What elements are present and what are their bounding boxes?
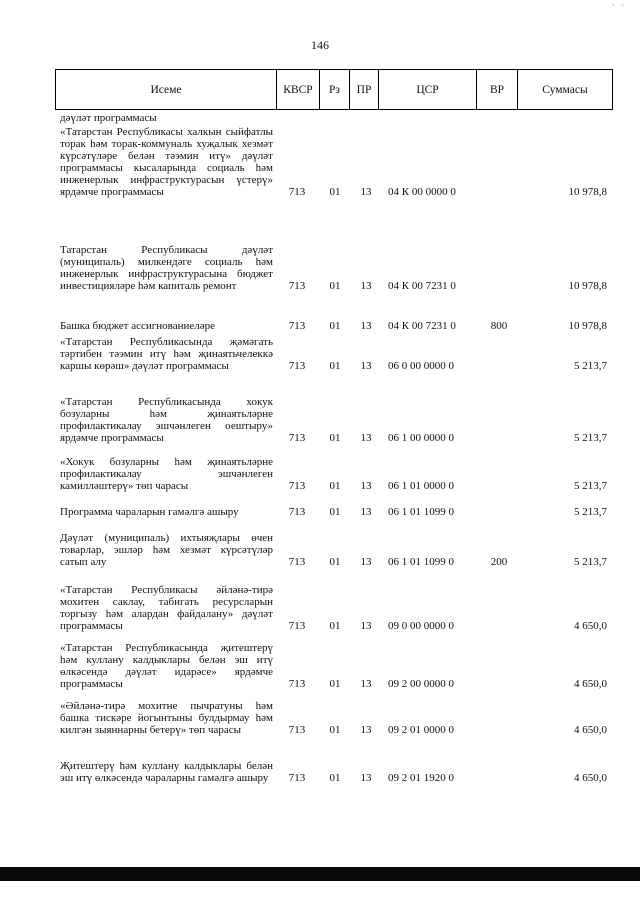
table-row [0, 506, 640, 518]
row-name: «Татарстан Республикасы халкын сыйфатлы торак һәм торак-коммуналь хуҗалык хезмәт күрсәтүләре белән тәэмин итү» дәүләт программасы кысаларында социаль һәм инженерлык инфраструктурасын үстерү» ярдәмче программасы [60, 126, 273, 198]
row-pr: 13 [360, 506, 372, 518]
row-sum: 5 213,7 [574, 480, 607, 492]
row-name: «Татарстан Республикасында җәмәгать тәртибен тәэмин итү һәм җинаятьчелеккә каршы көрәш» дәүләт программасы [60, 336, 273, 372]
row-kvsr: 713 [288, 772, 306, 784]
table-row [0, 760, 640, 784]
row-name: «Әйләнә-тирә мохитне пычратуны һәм башка тискәре йогынтыны булдырмау һәм килгән зыяннарны бетерү» төп чарасы [60, 700, 273, 736]
table-row [0, 642, 640, 690]
row-rz: 01 [329, 280, 341, 292]
row-sum: 4 650,0 [574, 620, 607, 632]
header-sum: Суммасы [518, 70, 613, 110]
table-row [0, 126, 640, 198]
table-row [0, 336, 640, 372]
row-rz: 01 [329, 360, 341, 372]
row-csr: 09 2 00 0000 0 [388, 678, 454, 690]
row-pr: 13 [360, 772, 372, 784]
row-rz: 01 [329, 320, 341, 332]
header-csr: ЦСР [379, 70, 477, 110]
row-vr: 800 [490, 320, 508, 332]
header-kvsr: КВСР [277, 70, 320, 110]
row-sum: 4 650,0 [574, 678, 607, 690]
row-csr: 04 К 00 7231 0 [388, 320, 456, 332]
row-sum: 5 213,7 [574, 360, 607, 372]
row-csr: 04 К 00 0000 0 [388, 186, 456, 198]
row-rz: 01 [329, 480, 341, 492]
row-sum: 4 650,0 [574, 772, 607, 784]
table-row [0, 244, 640, 292]
continuation-text: дәүләт программасы [60, 112, 157, 124]
row-kvsr: 713 [288, 556, 306, 568]
row-csr: 09 2 01 1920 0 [388, 772, 454, 784]
row-sum: 5 213,7 [574, 506, 607, 518]
row-csr: 09 0 00 0000 0 [388, 620, 454, 632]
row-pr: 13 [360, 480, 372, 492]
page-number: 146 [311, 38, 329, 52]
row-sum: 5 213,7 [574, 556, 607, 568]
row-csr: 04 К 00 7231 0 [388, 280, 456, 292]
row-name: «Хокук бозуларны һәм җинаятьләрне профилактикалау эшчәнлеген камилләштерү» төп чарасы [60, 456, 273, 492]
row-name: «Татарстан Республикасы әйләнә-тирә мохитен саклау, табигать ресурсларын торгызу һәм алардан файдалану» дәүләт программасы [60, 584, 273, 632]
table-row [0, 532, 640, 568]
row-pr: 13 [360, 678, 372, 690]
row-sum: 10 978,8 [568, 280, 607, 292]
row-name: Дәүләт (муниципаль) ихтыяҗлары өчен товарлар, эшләр һәм хезмәт күрсәтүләр сатып алу [60, 532, 273, 568]
table-header [55, 69, 613, 110]
row-rz: 01 [329, 772, 341, 784]
row-kvsr: 713 [288, 186, 306, 198]
row-name: «Татарстан Республикасында җитештерү һәм куллану калдыклары белән эш итү өлкәсендә дәүләт идарәсе» ярдәмче программасы [60, 642, 273, 690]
row-pr: 13 [360, 186, 372, 198]
row-pr: 13 [360, 724, 372, 736]
table-row [0, 584, 640, 632]
row-kvsr: 713 [288, 620, 306, 632]
row-rz: 01 [329, 678, 341, 690]
row-kvsr: 713 [288, 724, 306, 736]
row-pr: 13 [360, 432, 372, 444]
scan-bottom-edge [0, 867, 640, 881]
header-vr: ВР [477, 70, 518, 110]
table-row [0, 320, 640, 332]
row-kvsr: 713 [288, 360, 306, 372]
row-pr: 13 [360, 280, 372, 292]
table-row [0, 456, 640, 492]
row-pr: 13 [360, 556, 372, 568]
header-rz: Рз [320, 70, 350, 110]
row-sum: 5 213,7 [574, 432, 607, 444]
header-name: Исеме [56, 70, 277, 110]
row-rz: 01 [329, 620, 341, 632]
row-csr: 06 0 00 0000 0 [388, 360, 454, 372]
scan-corner-mark: · · [611, 0, 626, 10]
row-kvsr: 713 [288, 320, 306, 332]
row-rz: 01 [329, 556, 341, 568]
row-sum: 10 978,8 [568, 320, 607, 332]
row-csr: 09 2 01 0000 0 [388, 724, 454, 736]
row-csr: 06 1 01 1099 0 [388, 506, 454, 518]
row-pr: 13 [360, 320, 372, 332]
row-rz: 01 [329, 506, 341, 518]
row-name: Программа чараларын гамәлгә ашыру [60, 506, 239, 518]
row-csr: 06 1 00 0000 0 [388, 432, 454, 444]
row-csr: 06 1 01 1099 0 [388, 556, 454, 568]
row-rz: 01 [329, 724, 341, 736]
row-sum: 10 978,8 [568, 186, 607, 198]
header-pr: ПР [350, 70, 379, 110]
row-kvsr: 713 [288, 678, 306, 690]
row-name: Җитештерү һәм куллану калдыклары белән эш итү өлкәсендә чараларны гамәлгә ашыру [60, 760, 273, 784]
row-pr: 13 [360, 620, 372, 632]
row-name: Башка бюджет ассигнованиеләре [60, 320, 215, 332]
row-sum: 4 650,0 [574, 724, 607, 736]
row-name: Татарстан Республикасы дәүләт (муниципаль) милкендәге социаль һәм инженерлык инфраструктурасына бюджет инвестицияләре һәм капиталь ремонт [60, 244, 273, 292]
row-name: «Татарстан Республикасында хокук бозуларны һәм җинаятьләрне профилактикалау эшчәнлеген оештыру» ярдәмче программасы [60, 396, 273, 444]
row-rz: 01 [329, 432, 341, 444]
row-kvsr: 713 [288, 480, 306, 492]
table-row [0, 396, 640, 444]
row-csr: 06 1 01 0000 0 [388, 480, 454, 492]
row-vr: 200 [490, 556, 508, 568]
row-kvsr: 713 [288, 280, 306, 292]
row-rz: 01 [329, 186, 341, 198]
table-row [0, 700, 640, 736]
row-pr: 13 [360, 360, 372, 372]
row-kvsr: 713 [288, 506, 306, 518]
row-kvsr: 713 [288, 432, 306, 444]
